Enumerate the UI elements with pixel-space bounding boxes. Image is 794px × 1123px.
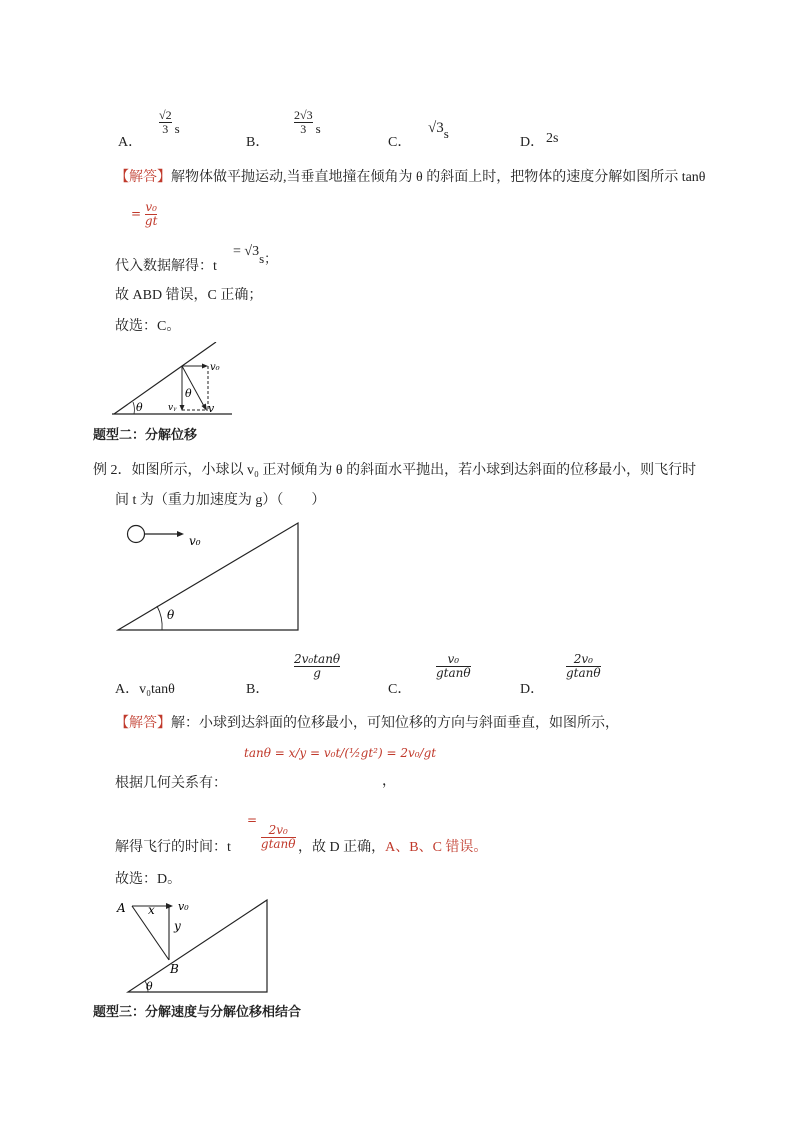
fig1-theta-velocity: θ bbox=[185, 387, 192, 400]
q1-formula-num: v₀ bbox=[145, 200, 157, 214]
q1-answer-line bbox=[115, 166, 706, 186]
q1-option-c-unit: s bbox=[443, 126, 449, 141]
q2-geo-formula bbox=[244, 746, 436, 760]
fig2-v0-label: v₀ bbox=[189, 534, 201, 548]
q2-answer-tag: 【解答】 bbox=[115, 716, 171, 731]
q1-wrong-line: 故 ABD 错误，C 正确； bbox=[115, 288, 263, 303]
q2-option-c-den: gtanθ bbox=[436, 665, 471, 680]
velocity-decomposition-figure bbox=[112, 342, 236, 418]
q2-solve-num: 2v₀ bbox=[268, 823, 288, 837]
q2-answer-text: 解：小球到达斜面的位移最小，可知位移的方向与斜面垂直，如图所示， bbox=[171, 716, 619, 731]
q2-option-d-den: gtanθ bbox=[566, 665, 601, 680]
q2-option-b-fraction bbox=[294, 652, 340, 679]
q2-solve-eq: = bbox=[247, 813, 258, 827]
q1-option-a-fraction bbox=[159, 108, 180, 137]
q1-option-b-unit: s bbox=[315, 121, 321, 136]
q2-option-b-den: g bbox=[313, 665, 321, 680]
q1-substitute-value bbox=[233, 244, 277, 267]
q1-option-c-label: C． bbox=[388, 135, 412, 150]
q2-option-c-label: C． bbox=[388, 682, 412, 697]
fig1-theta-incline: θ bbox=[136, 401, 143, 414]
q2-solve-formula bbox=[247, 813, 296, 850]
q1-option-a-unit: s bbox=[174, 121, 180, 136]
fig3-point-a: A bbox=[117, 901, 126, 915]
q2-option-d-fraction bbox=[566, 652, 601, 679]
q1-formula-eq: = bbox=[131, 206, 142, 221]
q1-formula-den: gt bbox=[144, 213, 158, 228]
q2-solve-tail bbox=[298, 836, 487, 856]
q1-answer-formula bbox=[131, 201, 157, 227]
q1-option-c-val: √3 bbox=[428, 120, 444, 136]
q2-answer-line bbox=[115, 712, 619, 732]
q1-option-a-num: √2 bbox=[159, 108, 172, 122]
fig3-x-label: x bbox=[148, 903, 155, 917]
fig3-y-label: y bbox=[174, 919, 181, 933]
q1-option-b-den: 3 bbox=[300, 121, 307, 136]
q2-solve-tail-b: A、B、C 错误。 bbox=[385, 840, 488, 855]
q2-solve-label: 解得飞行的时间：t bbox=[115, 840, 231, 855]
q2-option-a-label: A． bbox=[115, 682, 140, 697]
fig1-v-label: v bbox=[208, 402, 215, 415]
q1-option-d-label: D． bbox=[520, 135, 545, 150]
q2-option-c-fraction bbox=[436, 652, 471, 679]
q1-answer-text: 解物体做平抛运动,当垂直地撞在倾角为 θ 的斜面上时，把物体的速度分解如图所示 tanθ bbox=[171, 170, 706, 185]
fig1-vy-label: vᵧ bbox=[168, 403, 177, 413]
q2-choice-line: 故选：D。 bbox=[115, 872, 182, 887]
q2-geo-formula-text: tanθ = x/y = v₀t/(½gt²) = 2v₀/gt bbox=[244, 746, 437, 760]
q1-option-a-den: 3 bbox=[162, 121, 169, 136]
q1-option-a-label: A． bbox=[118, 135, 143, 150]
displacement-decomposition-figure bbox=[112, 894, 274, 996]
q2-option-b-num: 2v₀tanθ bbox=[294, 652, 341, 666]
q1-option-b-fraction bbox=[294, 108, 321, 137]
q2-option-b-label: B． bbox=[246, 682, 270, 697]
q1-option-b-num: 2√3 bbox=[294, 108, 313, 122]
q1-substitute-eq: = √3 bbox=[233, 244, 260, 259]
q2-option-d-num: 2v₀ bbox=[573, 652, 593, 666]
q2-option-a-value: v₀tanθ bbox=[139, 682, 175, 697]
example-2-line-2: 间 t 为（重力加速度为 g）（ ） bbox=[115, 493, 326, 508]
q2-geo-label: 根据几何关系有： bbox=[115, 776, 227, 791]
q1-option-b-label: B． bbox=[246, 135, 270, 150]
example-2-line-1: 例 2．如图所示，小球以 v₀ 正对倾角为 θ 的斜面水平抛出，若小球到达斜面的位移最小，则飞行时 bbox=[93, 463, 697, 478]
fig3-v0-label: v₀ bbox=[178, 900, 189, 913]
q2-solve-den: gtanθ bbox=[260, 836, 296, 851]
q1-substitute-unit: s； bbox=[259, 251, 278, 266]
fig2-theta-label: θ bbox=[167, 608, 175, 622]
q1-option-c-value bbox=[428, 120, 449, 142]
q2-geo-comma: ， bbox=[382, 774, 396, 789]
fig3-point-b: B bbox=[170, 962, 179, 976]
section-3-title: 题型三：分解速度与分解位移相结合 bbox=[93, 1005, 302, 1020]
fig1-v0-label: v₀ bbox=[210, 362, 220, 373]
q2-solve-tail-a: ，故 D 正确， bbox=[298, 840, 386, 855]
fig3-theta-label: θ bbox=[146, 980, 153, 993]
q1-choice-line: 故选：C。 bbox=[115, 319, 181, 334]
section-2-title: 题型二：分解位移 bbox=[93, 428, 198, 443]
q2-option-c-num: v₀ bbox=[447, 652, 460, 666]
q2-option-a bbox=[115, 678, 175, 698]
projectile-incline-figure bbox=[116, 519, 302, 635]
q1-option-d-value: 2s bbox=[546, 131, 559, 146]
q1-answer-tag: 【解答】 bbox=[115, 170, 171, 185]
q1-substitute-label: 代入数据解得：t bbox=[115, 259, 217, 274]
q2-option-d-label: D． bbox=[520, 682, 545, 697]
